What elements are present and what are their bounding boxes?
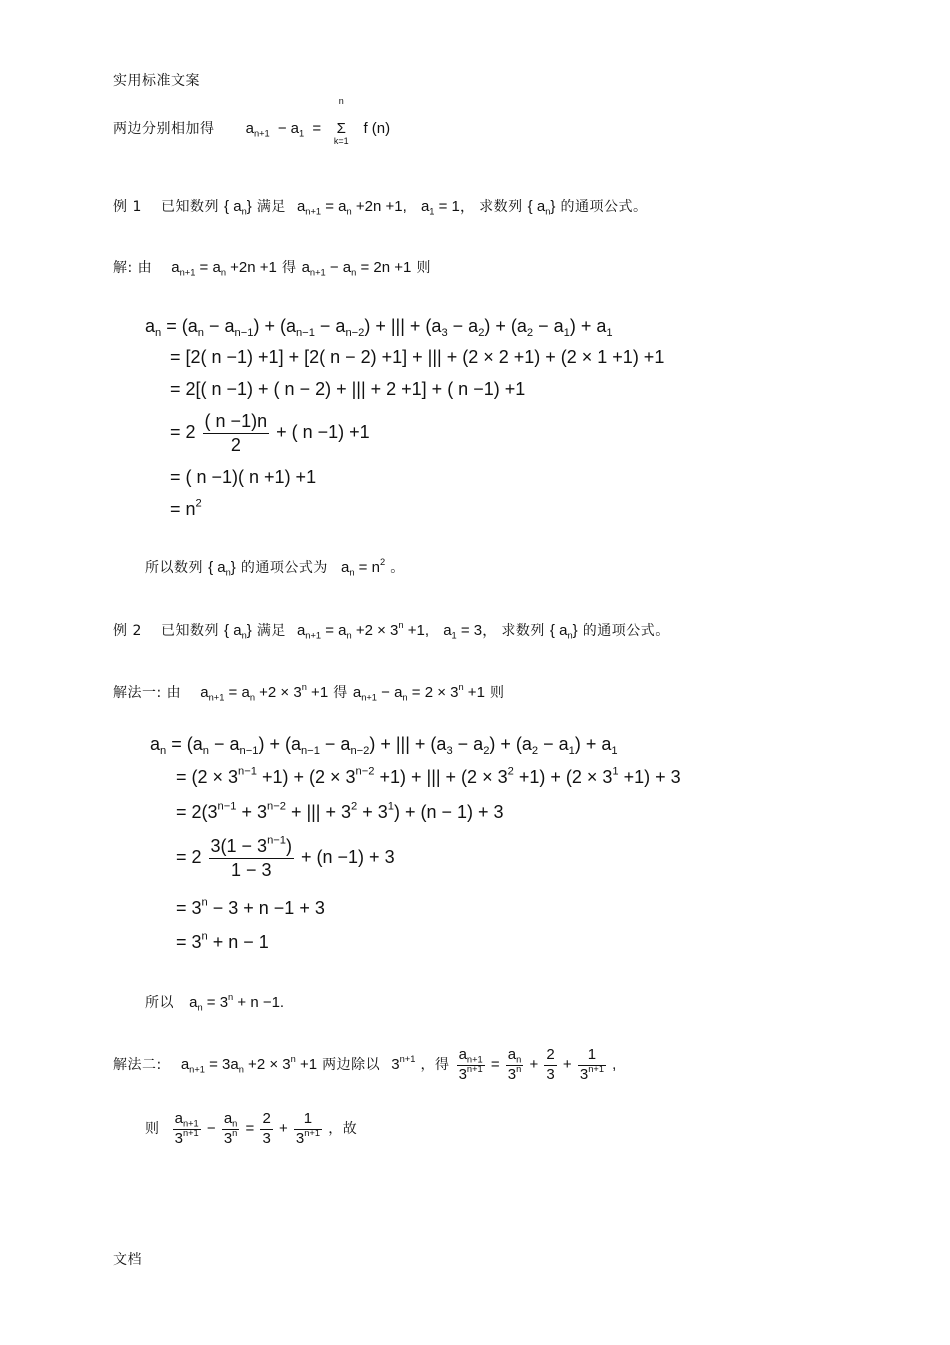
derivation-2-line-4: = 2 $\frac{3(1 - 3^{n-1})}{1 - 3}$ + (n −1) + 3 <box>176 834 395 880</box>
solution-1-intro: 解: 由 $a_{n+1} = a_n +2n +1$ 得 $a_{n+1} - a_n = 2n +1$ 则 <box>113 259 431 278</box>
sigma-symbol: n Σ k=1 <box>333 96 349 146</box>
page-footer: 文档 <box>113 1252 142 1268</box>
example-2-recurrence: $a_{n+1} = a_n +2 \times 3^n +1$, $a_1 = 3$， <box>296 620 498 641</box>
derivation-2-line-3: = $2(3^{n-1} + 3^{n-2}$ + ||| + $3^2 + 3^1) + (n - 1) + 3$ <box>176 800 504 822</box>
derivation-line-2: = [2( n −1) +1] + [2( n − 2) +1] + ||| + (2 × 2 +1) + (2 × 1 +1) +1 <box>170 347 665 367</box>
derivation-line-5: = ( n −1)( n +1) +1 <box>170 467 317 487</box>
derivation-line-6: = $n^2$ <box>170 497 202 519</box>
example-1: 例 1 已知数列 { $a_n$} 满足 $a_{n+1} = a_n +2n +1$, $a_1 = 1$， 求数列 { $a_n$} 的通项公式。 <box>113 198 648 217</box>
derivation-line-3: = 2[( n −1) + ( n − 2) + ||| + 2 +1] + ( n −1) +1 <box>170 379 526 399</box>
summation-line <box>113 96 391 146</box>
summation-formula: $a_{n+1} - a_1$ = n Σ k=1 f (n) <box>245 96 391 146</box>
derivation-2-line-6: = $3^n + n - 1$ <box>176 930 269 952</box>
summation-label: 两边分别相加得 <box>113 121 215 137</box>
page-header: 实用标准文案 <box>113 73 200 89</box>
solution-2b-then: 则 $\frac{a_{n+1}}{3^{n+1}}$ − $\frac{a_n}{3^n}$ = $\frac{2}{3}$ + $\frac{1}{3^{n+1}}$ ，故 <box>145 1110 358 1147</box>
example-2: 例 2 已知数列 { $a_n$} 满足 $a_{n+1} = a_n +2 \times 3^n +1$, $a_1 = 3$， 求数列 { $a_n$} 的通项公式。 <box>113 620 670 641</box>
fraction: $\frac{3(1 - 3^{n-1})}{1 - 3}$ <box>210 834 293 880</box>
derivation-line-1: $a_n = (a_n - a_{n-1}) + (a_{n-1} - a_{n-2})$ + ||| + $(a_3 - a_2) + (a_2 - a_1) + a_1$ <box>145 316 613 339</box>
solution-2b-intro: 解法二: $a_{n+1} = 3a_n +2 \times 3^n +1$ 两边除以 $3^{n+1}$ ，得 $\frac{a_{n+1}}{3^{n+1}}$ = $\frac{a_n}{3^n}$ + $\frac{2}{3}$ + $\frac{1}{3^{n+1}}$ , <box>113 1046 617 1083</box>
solution-2a-intro: 解法一: 由 $a_{n+1} = a_n +2 \times 3^n +1$ 得 $a_{n+1} - a_n = 2 \times 3^n +1$ 则 <box>113 682 505 703</box>
fraction: $\frac{( n -1)n}{2}$ <box>204 411 268 455</box>
conclusion-2: 所以 $a_n = 3^n + n -1$. <box>145 992 285 1013</box>
derivation-line-4: = 2 $\frac{( n -1)n}{2}$ + ( n −1) +1 <box>170 411 370 455</box>
derivation-2-line-5: = $3^n - 3 + n -1 + 3$ <box>176 896 325 918</box>
derivation-2-line-2: = $(2 \times 3^{n-1} +1) + (2 \times 3^{n-2} +1)$ + ||| + $(2 \times 3^2 +1) + (2 \times 3^1 +1) + 3$ <box>176 765 681 787</box>
conclusion-1: 所以数列 { $a_n$} 的通项公式为 $a_n = n^2$ 。 <box>145 557 405 578</box>
derivation-2-line-1: $a_n = (a_n - a_{n-1}) + (a_{n-1} - a_{n-2})$ + ||| + $(a_3 - a_2) + (a_2 - a_1) + a_1$ <box>150 734 618 757</box>
example-1-label: 例 1 <box>113 199 142 215</box>
example-1-recurrence: $a_{n+1} = a_n +2n +1$, $a_1 = 1$， <box>296 198 475 217</box>
